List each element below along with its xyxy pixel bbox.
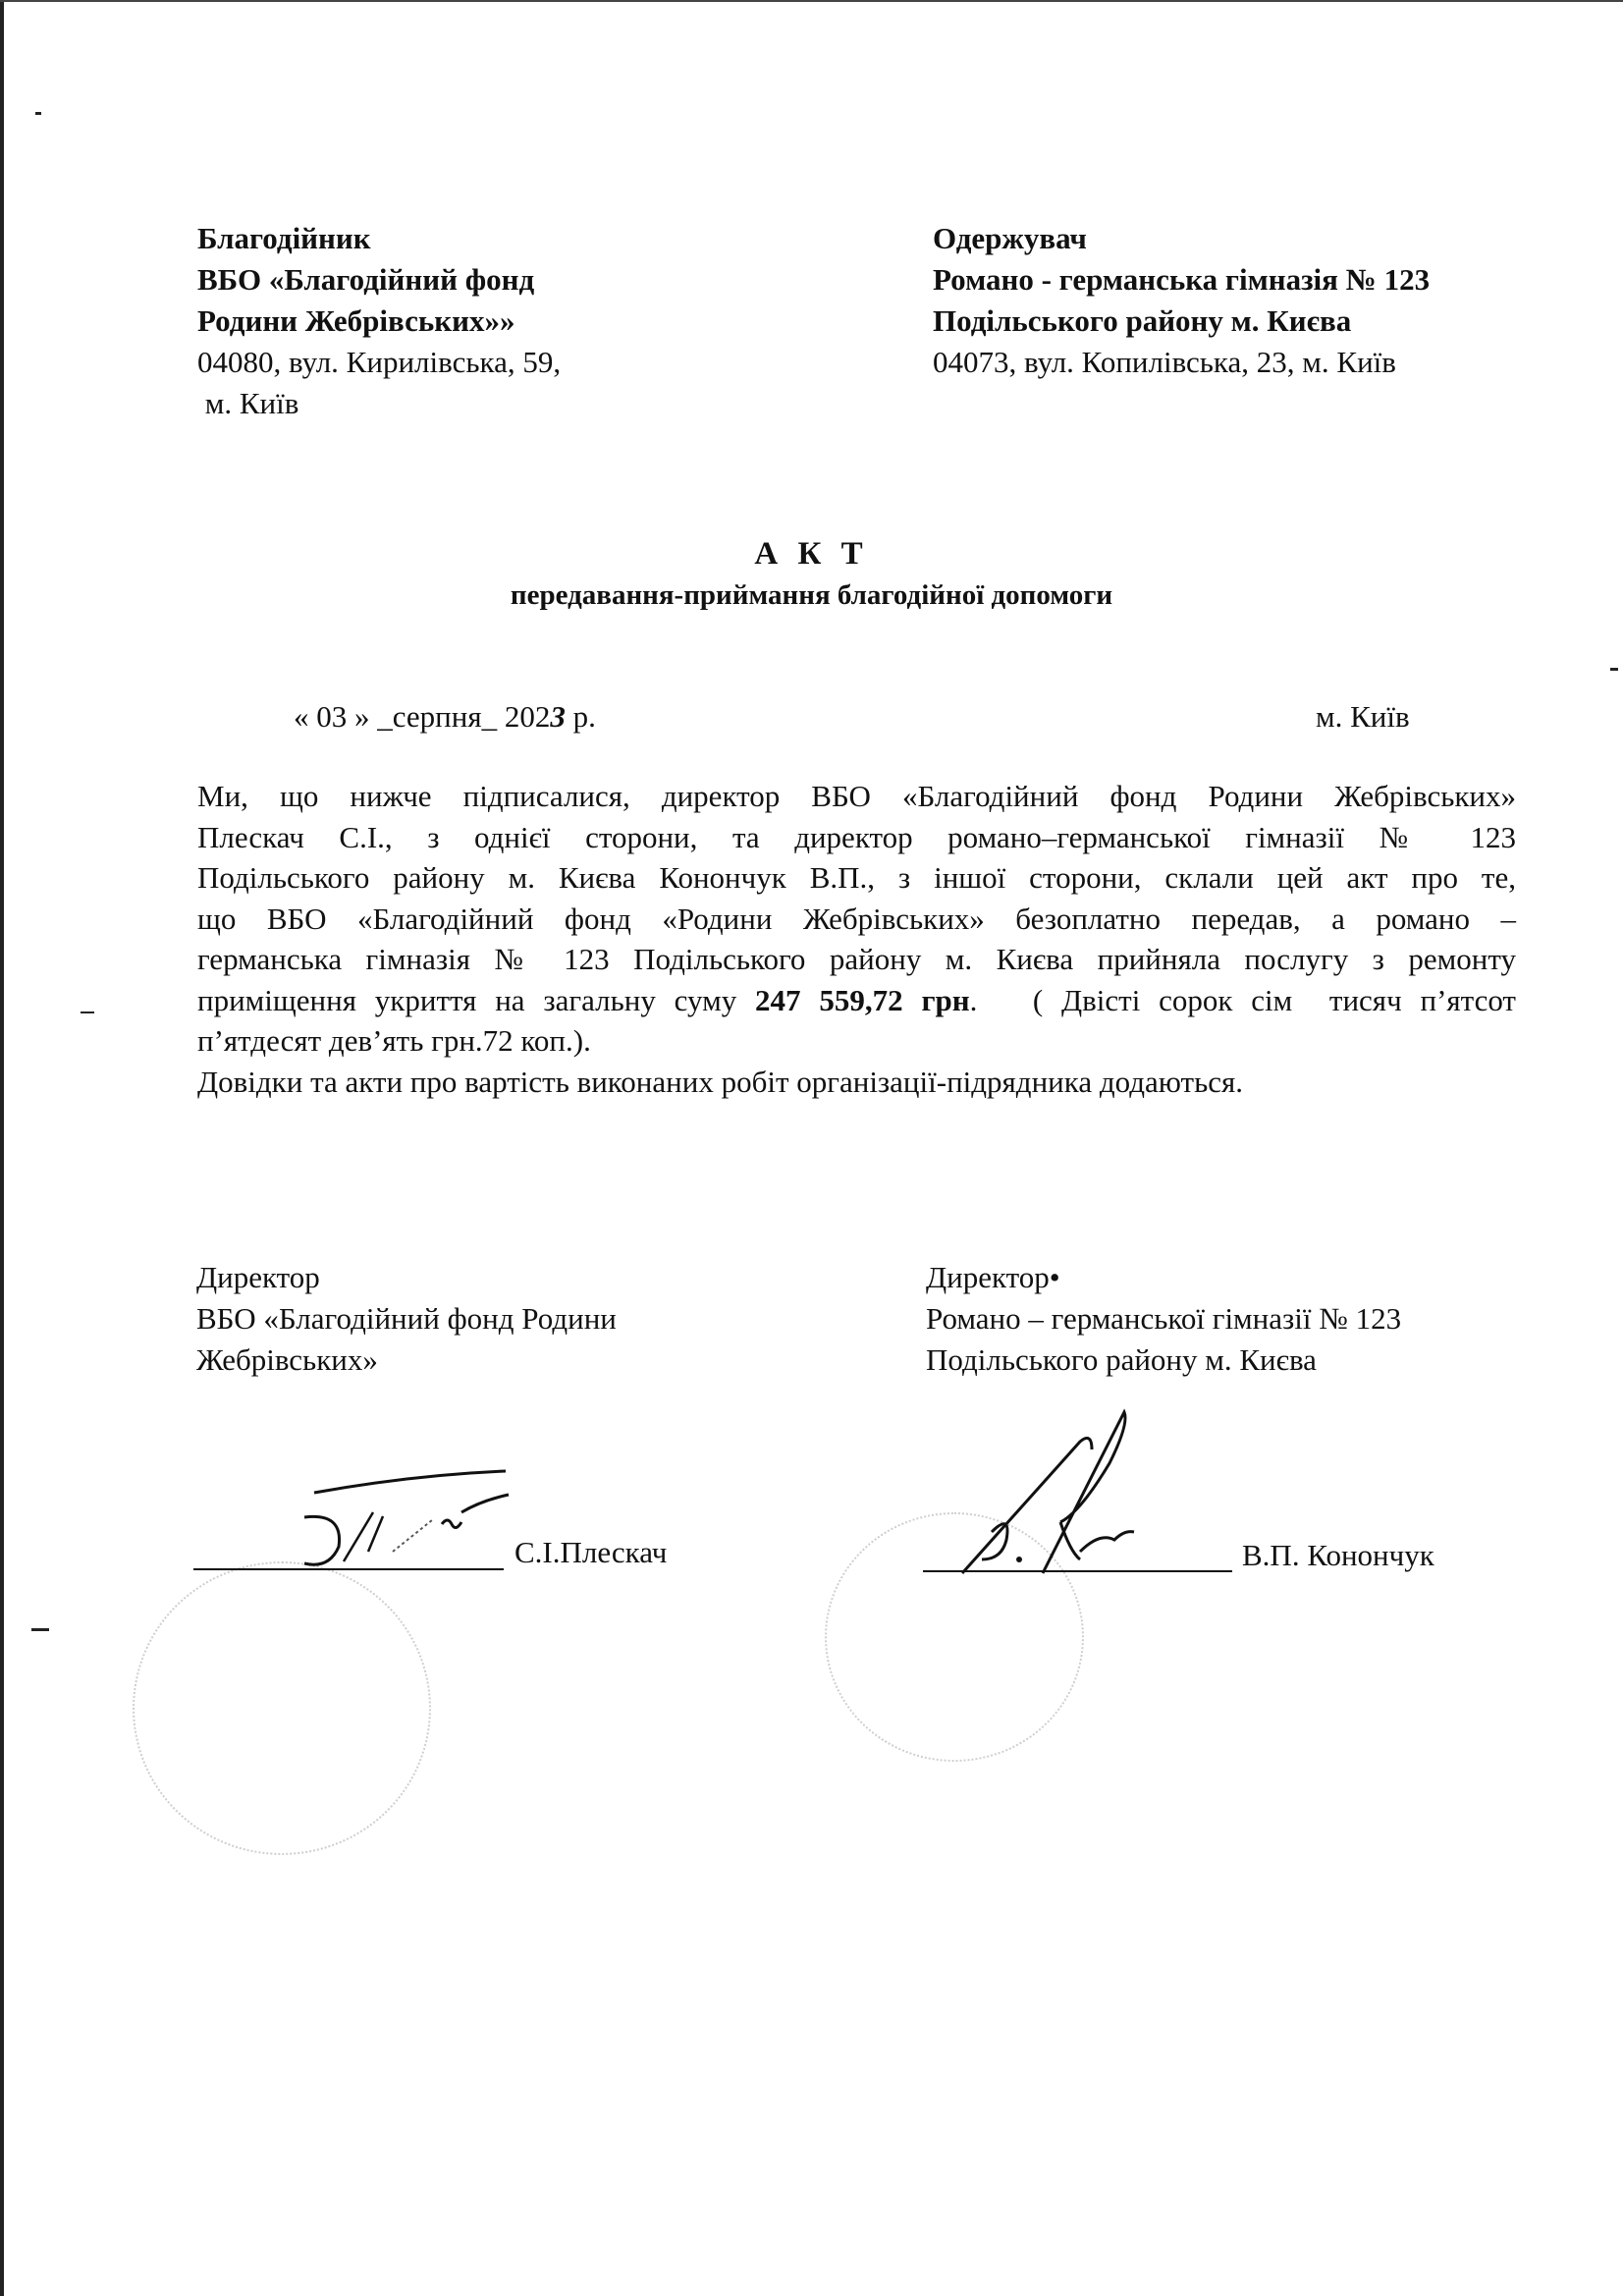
body-line: Подільського району м. Києва Конончук В.П., з іншої сторони, склали цей акт про те,	[197, 860, 1516, 895]
body-line: Ми, що нижче підписалися, директор ВБО «Благодійний фонд Родини Жебрівських»	[197, 779, 1516, 813]
body-line-amount-words: п’ятдесят дев’ять грн.72 коп.).	[197, 1023, 591, 1058]
recipient-org-line1: Романо - германська гімназія № 123	[933, 262, 1431, 297]
date-prefix: « 03 » _серпня_ 202	[294, 699, 551, 734]
signature-block-left	[196, 1257, 617, 1381]
date-line	[294, 699, 596, 735]
body-line-amount	[197, 980, 1516, 1021]
handwritten-year-digit: 3	[550, 699, 566, 734]
sender-org-line2: Родини Жебрівських»»	[197, 303, 515, 338]
signature-line-left	[193, 1568, 504, 1570]
total-amount: 247 559,72 грн	[755, 982, 970, 1017]
signatory-name-right: В.П. Конончук	[1242, 1538, 1434, 1572]
act-title: А К Т	[754, 536, 869, 572]
recipient-block	[933, 218, 1430, 383]
body-line: Плескач С.І., з однієї сторони, та директор романо–германської гімназії № 123	[197, 819, 1516, 854]
scan-speck	[31, 1628, 49, 1631]
sender-org-line1: ВБО «Благодійний фонд	[197, 262, 535, 297]
sig-left-org-line2: Жебрівських»	[196, 1342, 378, 1377]
scan-speck	[81, 1011, 94, 1013]
body-paragraph	[197, 776, 1516, 1102]
scan-speck	[1610, 668, 1618, 671]
sig-right-title: Директор•	[926, 1260, 1060, 1294]
scan-speck	[35, 112, 41, 115]
sig-left-title: Директор	[196, 1260, 320, 1294]
signature-block-right	[926, 1257, 1401, 1381]
date-suffix: р.	[565, 699, 596, 734]
place: м. Київ	[1316, 699, 1410, 734]
sender-label: Благодійник	[197, 221, 371, 255]
sig-left-org-line1: ВБО «Благодійний фонд Родини	[196, 1301, 617, 1336]
scan-edge-top	[0, 0, 1623, 2]
sig-right-org-line2: Подільського району м. Києва	[926, 1342, 1317, 1377]
recipient-label: Одержувач	[933, 221, 1087, 255]
amount-prefix: приміщення укриття на загальну суму	[197, 982, 756, 1017]
handwritten-signature-right	[933, 1385, 1227, 1581]
body-closing: Довідки та акти про вартість виконаних робіт організації-підрядника додаються.	[197, 1064, 1243, 1099]
sig-right-org-line1: Романо – германської гімназії № 123	[926, 1301, 1402, 1336]
act-subtitle: передавання-приймання благодійної допомоги	[510, 579, 1113, 611]
handwritten-signature-left	[275, 1453, 530, 1581]
sender-address-line2: м. Київ	[197, 386, 299, 420]
amount-suffix: . ( Двісті сорок сім тисяч п’ятсот	[969, 982, 1516, 1017]
sender-address-line1: 04080, вул. Кирилівська, 59,	[197, 345, 562, 379]
body-line: германська гімназія № 123 Подільського району м. Києва прийняла послугу з ремонту	[197, 942, 1516, 976]
body-line: що ВБО «Благодійний фонд «Родини Жебрівських» безоплатно передав, а романо –	[197, 901, 1516, 936]
recipient-org-line2: Подільського району м. Києва	[933, 303, 1352, 338]
signatory-name-left: С.І.Плескач	[514, 1535, 668, 1569]
signature-line-right	[923, 1570, 1232, 1572]
scan-edge	[0, 0, 4, 2296]
sender-block	[197, 218, 561, 424]
stamp-seal-left	[133, 1561, 431, 1855]
recipient-address-line1: 04073, вул. Копилівська, 23, м. Київ	[933, 345, 1396, 379]
